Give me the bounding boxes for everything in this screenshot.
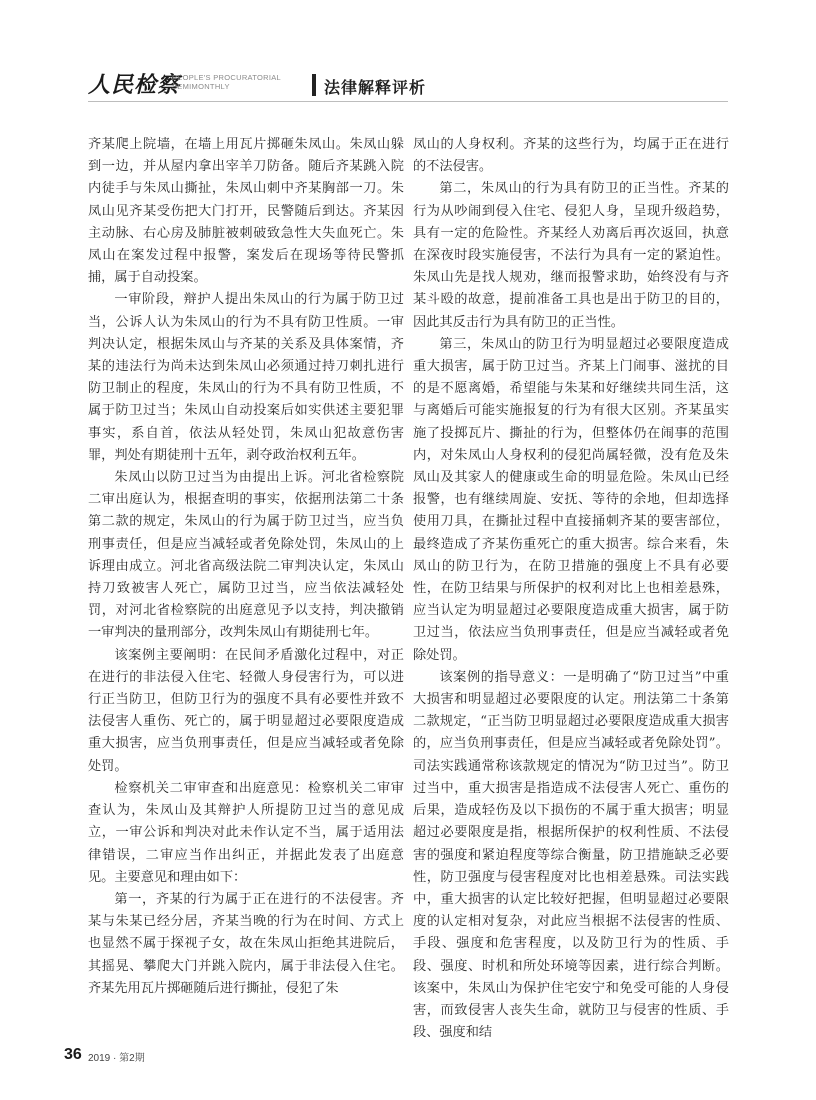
paragraph: 朱凤山以防卫过当为由提出上诉。河北省检察院二审出庭认为，根据查明的事实，依据刑法第二十条第二款的规定，朱凤山的行为属于防卫过当，应当负刑事责任，但是应当减轻或者免除处罚，朱凤山的上诉理由成立。河北省高级法院二审判决认定，朱凤山持刀致被害人死亡，属防卫过当，应当依法减轻处罚，对河北省检察院的出庭意见予以支持，判决撤销一审判决的量刑部分，改判朱凤山有期徒刑七年。	[88, 470, 404, 641]
page-header	[0, 0, 816, 110]
left-column	[88, 134, 404, 1000]
section-marker-bar	[312, 74, 316, 96]
paragraph: 该案例主要阐明：在民间矛盾激化过程中，对正在进行的非法侵入住宅、轻微人身侵害行为，可以进行正当防卫，但防卫行为的强度不具有必要性并致不法侵害人重伤、死亡的，属于明显超过必要限度造成重大损害，应当负刑事责任，但是应当减轻或者免除处罚。	[88, 647, 404, 774]
paragraph: 齐某爬上院墙，在墙上用瓦片掷砸朱凤山。朱凤山躲到一边，并从屋内拿出宰羊刀防备。随后齐某跳入院内徒手与朱凤山撕扯，朱凤山刺中齐某胸部一刀。朱凤山见齐某受伤把大门打开，民警随后到达。齐某因主动脉、右心房及肺脏被刺破致急性大失血死亡。朱凤山在案发过程中报警，案发后在现场等待民警抓捕，属于自动投案。	[88, 137, 404, 286]
page-number: 36	[64, 1046, 82, 1063]
paragraph: 该案例的指导意义：一是明确了“防卫过当”中重大损害和明显超过必要限度的认定。刑法第二十条第二款规定，“正当防卫明显超过必要限度造成重大损害的，应当负刑事责任，但是应当减轻或者免除处罚”。司法实践通常称该款规定的情况为“防卫过当”。防卫过当中，重大损害是指造成不法侵害人死亡、重伤的后果，造成轻伤及以下损伤的不属于重大损害；明显超过必要限度是指，根据所保护的权利性质、不法侵害的强度和紧迫程度等综合衡量，防卫措施缺乏必要性，防卫强度与侵害程度对比也相差悬殊。司法实践中，重大损害的认定比较好把握，但明显超过必要限度的认定相对复杂，对此应当根据不法侵害的性质、手段、强度和危害程度，以及防卫行为的性质、手段、强度、时机和所处环境等因素，进行综合判断。该案中，朱凤山为保护住宅安宁和免受可能的人身侵害，而致侵害人丧失生命，就防卫与侵害的性质、手段、强度和结	[413, 669, 729, 1041]
header-divider	[88, 101, 728, 102]
paragraph: 第一，齐某的行为属于正在进行的不法侵害。齐某与朱某已经分居，齐某当晚的行为在时间、方式上也显然不属于探视子女，故在朱凤山拒绝其进院后，其摇晃、攀爬大门并跳入院内，属于非法侵入住宅。齐某先用瓦片掷砸随后进行撕扯，侵犯了朱	[88, 891, 404, 996]
issue-label: 2019 · 第2期	[88, 1053, 145, 1064]
paragraph: 第二，朱凤山的行为具有防卫的正当性。齐某的行为从吵闹到侵入住宅、侵犯人身，呈现升级趋势，具有一定的危险性。齐某经人劝离后再次返回，执意在深夜时段实施侵害，不法行为具有一定的紧迫性。朱凤山先是找人规劝，继而报警求助，始终没有与齐某斗殴的故意，提前准备工具也是出于防卫的目的，因此其反击行为具有防卫的正当性。	[413, 181, 729, 330]
paragraph: 检察机关二审审查和出庭意见：检察机关二审审查认为，朱凤山及其辩护人所提防卫过当的意见成立，一审公诉和判决对此未作认定不当，属于适用法律错误，二审应当作出纠正，并据此发表了出庭意见。主要意见和理由如下：	[88, 780, 404, 885]
paragraph: 凤山的人身权利。齐某的这些行为，均属于正在进行的不法侵害。	[413, 137, 729, 175]
paragraph: 第三，朱凤山的防卫行为明显超过必要限度造成重大损害，属于防卫过当。齐某上门闹事、滋扰的目的是不愿离婚，希望能与朱某和好继续共同生活，这与离婚后可能实施报复的行为有很大区别。齐某虽实施了投掷瓦片、撕扯的行为，但整体仍在闹事的范围内，对朱凤山人身权利的侵犯尚属轻微，没有危及朱凤山及其家人的健康或生命的明显危险。朱凤山已经报警，也有继续周旋、安抚、等待的余地，但却选择使用刀具，在撕扯过程中直接捅刺齐某的要害部位，最终造成了齐某伤重死亡的重大损害。综合来看，朱凤山的防卫行为，在防卫措施的强度上不具有必要性，在防卫结果与所保护的权利对比上也相差悬殊，应当认定为明显超过必要限度造成重大损害，属于防卫过当，依法应当负刑事责任，但是应当减轻或者免除处罚。	[413, 336, 729, 663]
journal-logo: 人民检察	[88, 72, 181, 98]
logo-english-line-1: PEOPLE'S PROCURATORIAL	[172, 73, 282, 82]
logo-english-line-2: SEMIMONTHLY	[172, 82, 230, 91]
section-title: 法律解释评析	[324, 78, 427, 97]
right-column	[413, 134, 729, 1044]
journal-logo-english	[172, 73, 281, 91]
paragraph: 一审阶段，辩护人提出朱凤山的行为属于防卫过当，公诉人认为朱凤山的行为不具有防卫性质。一审判决认定，根据朱凤山与齐某的关系及具体案情，齐某的违法行为尚未达到朱凤山必须通过持刀刺扎进行防卫制止的程度，朱凤山的行为不具有防卫性质，不属于防卫过当；朱凤山自动投案后如实供述主要犯罪事实，系自首，依法从轻处罚，朱凤山犯故意伤害罪，判处有期徒刑十五年，剥夺政治权利五年。	[88, 292, 404, 463]
